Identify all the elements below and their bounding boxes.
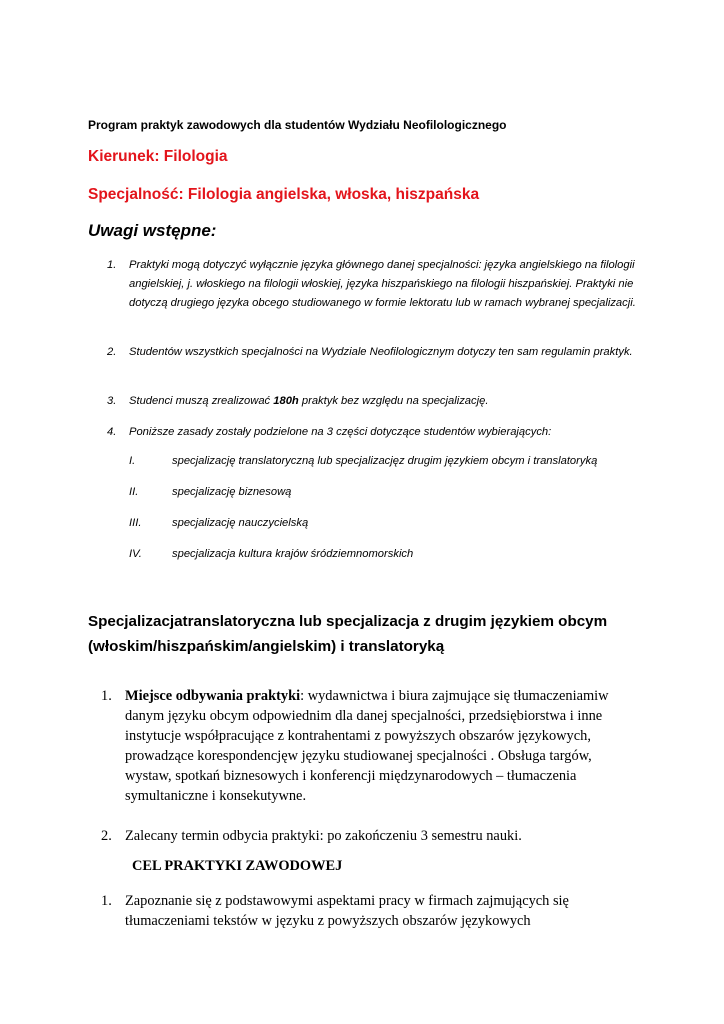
roman-number: II. xyxy=(129,486,139,498)
kierunek-heading: Kierunek: Filologia xyxy=(88,148,228,165)
list-text-bold: Miejsce odbywania praktyki xyxy=(125,688,301,704)
uwagi-item-3 xyxy=(107,392,647,411)
specialization-text: specjalizację translatoryczną lub specjalizacjęz drugim językiem obcym i translatoryką xyxy=(172,455,598,467)
list-text xyxy=(125,686,641,806)
list-number: 1. xyxy=(107,259,117,271)
roman-number: III. xyxy=(129,517,142,529)
specialization-text: specjalizację nauczycielską xyxy=(172,517,309,529)
text-pre: Studenci muszą zrealizować xyxy=(129,395,274,407)
roman-number: IV. xyxy=(129,548,142,560)
section-item-2 xyxy=(101,826,641,846)
list-text: Studentów wszystkich specjalności na Wydziale Neofilologicznym dotyczy ten sam regulamin praktyk. xyxy=(129,346,633,358)
list-number: 1. xyxy=(101,688,112,704)
list-text: Zapoznanie się z podstawowymi aspektami pracy w firmach zajmujących się tłumaczeniami tekstów w języku z powyższych obszarów językowych xyxy=(125,893,569,929)
uwagi-item-1 xyxy=(107,256,647,313)
list-number: 3. xyxy=(107,395,117,407)
list-number: 2. xyxy=(101,828,112,844)
section-heading: Specjalizacjatranslatoryczna lub specjalizacja z drugim językiem obcym (włoskim/hiszpańskim/angielskim) i translatoryką xyxy=(88,613,608,655)
uwagi-heading: Uwagi wstępne: xyxy=(88,221,217,240)
roman-number: I. xyxy=(129,455,136,467)
list-number: 2. xyxy=(107,346,117,358)
specialization-text: specjalizacja kultura krajów śródziemnomorskich xyxy=(172,548,414,560)
list-text: Poniższe zasady zostały podzielone na 3 części dotyczące studentów wybierających: xyxy=(129,426,552,438)
document-title: Program praktyk zawodowych dla studentów Wydziału Neofilologicznego xyxy=(88,118,507,132)
list-text: Zalecany termin odbycia praktyki: po zakończeniu 3 semestru nauki. xyxy=(125,828,522,844)
list-text-rest: : wydawnictwa i biura zajmujące się tłumaczeniamiw danym języku obcym odpowiednim dla danej specjalności, przedsiębiorstwa i inne instytucje współpracujące z kontrahentami z powyższych obszarów językowych, prowadzące korespondencjęw języku studiowanej specjalności . Obsługa targów, wystaw, spotkań biznesowych i konferencji międzynarodowych – tłumaczenia symultaniczne i konsekutywne. xyxy=(125,688,609,804)
text-post: praktyk bez względu na specjalizację. xyxy=(298,395,489,407)
list-number: 4. xyxy=(107,426,117,438)
list-number: 1. xyxy=(101,893,112,909)
uwagi-item-2 xyxy=(107,343,647,362)
list-text: Praktyki mogą dotyczyć wyłącznie języka głównego danej specjalności: języka angielskiego na filologii angielskiej, j. włoskiego na filologii włoskiej, języka hiszpańskiego na filologii hiszpańskiej. Praktyki nie dotyczą drugiego języka obcego studiowanego w formie lektoratu lub w ramach wybranej specjalizacji. xyxy=(129,259,636,309)
uwagi-item-4 xyxy=(107,423,647,442)
specialization-text: specjalizację biznesową xyxy=(172,486,292,498)
specjalnosc-heading: Specjalność: Filologia angielska, włoska, hiszpańska xyxy=(88,186,480,203)
section-item-1 xyxy=(101,686,641,806)
hours-value: 180h xyxy=(273,395,299,407)
cel-heading: CEL PRAKTYKI ZAWODOWEJ xyxy=(132,858,343,874)
list-text xyxy=(129,392,647,411)
cel-item-1 xyxy=(101,891,641,931)
